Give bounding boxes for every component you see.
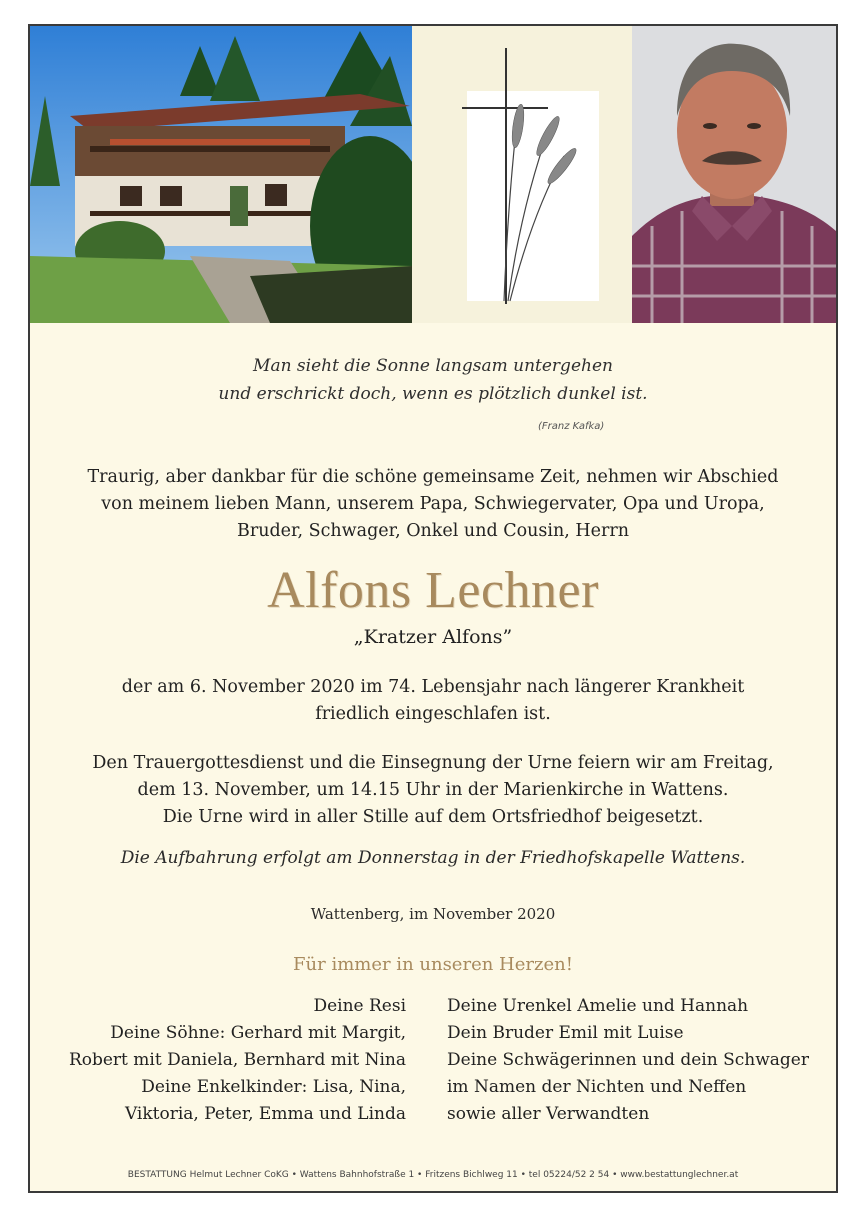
quote-line-2: und erschrickt doch, wenn es plötzlich dunkel ist. [218, 384, 648, 404]
intro-line-3: Bruder, Schwager, Onkel und Cousin, Herrn [236, 521, 630, 541]
viewing-notice: Die Aufbahrung erfolgt am Donnerstag in der Friedhofskapelle Wattens. [120, 848, 746, 868]
death-line-1: der am 6. November 2020 im 74. Lebensjahr nach längerer Krankheit [121, 677, 745, 697]
funeral-home-footer: BESTATTUNG Helmut Lechner CoKG • Wattens Bahnhofstraße 1 • Fritzens Bichlweg 11 • tel 05224/52 2 54 • www.bestattunglechner.at [127, 1170, 739, 1180]
motto: Für immer in unseren Herzen! [293, 954, 573, 975]
family-left-line: Deine Enkelkinder: Lisa, Nina, [141, 1077, 406, 1097]
quote-author: (Franz Kafka) [538, 421, 605, 432]
intro-line-1: Traurig, aber dankbar für die schöne gemeinsame Zeit, nehmen wir Abschied [87, 467, 779, 487]
family-right-line: Deine Urenkel Amelie und Hannah [447, 996, 749, 1016]
service-line-3: Die Urne wird in aller Stille auf dem Ortsfriedhof beigesetzt. [162, 807, 704, 827]
service-line-2: dem 13. November, um 14.15 Uhr in der Marienkirche in Wattens. [137, 780, 729, 800]
family-right-line: Deine Schwägerinnen und dein Schwager [447, 1050, 809, 1070]
deceased-name: Alfons Lechner [267, 562, 599, 619]
family-right-line: Dein Bruder Emil mit Luise [447, 1023, 684, 1043]
obituary-card [28, 24, 838, 1193]
service-line-1: Den Trauergottesdienst und die Einsegnung der Urne feiern wir am Freitag, [92, 753, 774, 773]
family-left-line: Deine Söhne: Gerhard mit Margit, [110, 1023, 406, 1043]
portrait-photo [632, 26, 836, 323]
family-right-line: im Namen der Nichten und Neffen [447, 1077, 747, 1097]
cross-wheat-symbol [412, 26, 632, 323]
family-left-line: Deine Resi [313, 996, 406, 1016]
family-right-column [447, 993, 809, 1128]
family-left-line: Robert mit Daniela, Bernhard mit Nina [68, 1050, 406, 1070]
family-left-line: Viktoria, Peter, Emma und Linda [124, 1104, 406, 1124]
family-left-column [69, 993, 406, 1128]
house-photo [30, 26, 412, 323]
intro-line-2: von meinem lieben Mann, unserem Papa, Schwiegervater, Opa und Uropa, [101, 494, 765, 514]
photo-strip [30, 26, 836, 323]
place-date: Wattenberg, im November 2020 [310, 905, 556, 923]
death-line-2: friedlich eingeschlafen ist. [315, 704, 551, 724]
quote-line-1: Man sieht die Sonne langsam untergehen [253, 356, 613, 376]
family-right-line: sowie aller Verwandten [447, 1104, 650, 1124]
deceased-nickname: „Kratzer Alfons” [353, 626, 513, 648]
